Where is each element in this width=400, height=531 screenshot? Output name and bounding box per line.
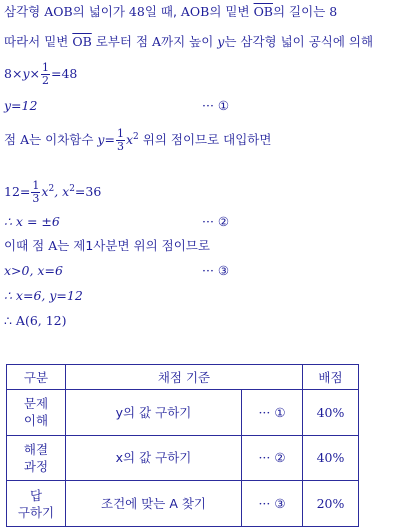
numerator: 1 (41, 61, 49, 74)
header-category: 구분 (7, 365, 66, 390)
step-mark-3: ··· ③ (202, 263, 230, 278)
category-line-1: 답 (29, 487, 43, 503)
exponent: 2 (69, 184, 75, 194)
math: 8 (329, 4, 338, 19)
numerator: 1 (32, 179, 40, 193)
exponent: 2 (48, 184, 55, 194)
fraction (31, 180, 40, 205)
solution-line-11 (4, 313, 67, 329)
exponent: 2 (133, 132, 139, 142)
segment-ob: $\overline{OB}$ (253, 4, 273, 19)
var-y: y (22, 66, 30, 81)
header-points: 배점 (303, 365, 359, 390)
text: 일 때, (144, 4, 181, 19)
row-step-mark: ··· ③ (242, 481, 303, 527)
text: 는 이차함수 (29, 132, 98, 148)
table-row (7, 390, 359, 436)
equation: ∴ x = ±6 (4, 214, 60, 229)
fraction (116, 128, 125, 153)
fraction (41, 62, 50, 87)
math: =48 (50, 66, 78, 81)
math: 12= (4, 184, 31, 200)
point-a: A (20, 132, 30, 148)
text: 는 제1사분면 위의 점이므로 (57, 238, 210, 253)
var-x: x (41, 184, 49, 200)
math: 48 (128, 4, 145, 19)
text: 로부터 점 (91, 34, 152, 49)
solution-line-2 (4, 34, 373, 50)
row-criteria: 조건에 맞는 A 찾기 (66, 481, 242, 527)
solution-line-3 (4, 62, 77, 87)
row-points: 40% (303, 390, 359, 436)
row-criteria: y의 값 구하기 (66, 390, 242, 436)
math: =36 (74, 184, 102, 200)
var-y: y (217, 34, 225, 49)
text: 의 넓이가 (72, 4, 129, 19)
point-a: A (48, 238, 58, 253)
text: 까지 높이 (161, 34, 218, 49)
row-step-mark: ··· ② (242, 435, 303, 481)
answer: ∴ A(6, 12) (4, 313, 67, 328)
text: 의 길이는 (273, 4, 330, 19)
category-line-2: 구하기 (17, 504, 55, 520)
math: AOB (44, 4, 73, 19)
text: 삼각형 (4, 4, 45, 19)
equation: x>0, x=6 (4, 263, 63, 278)
solution-line-8 (4, 238, 210, 254)
denominator: 2 (41, 74, 49, 87)
solution-line-1 (4, 4, 337, 20)
table-row (7, 435, 359, 481)
point-a: A (152, 34, 162, 49)
row-category (7, 435, 66, 481)
text: 의 밑변 (209, 4, 254, 19)
math: × (29, 66, 40, 81)
math: 8× (4, 66, 23, 81)
category-line-1: 해결 (23, 441, 49, 457)
text: 점 (4, 132, 21, 148)
category-line-2: 이해 (23, 413, 49, 429)
solution-line-10 (4, 288, 83, 304)
var-x: x (125, 132, 134, 148)
solution-line-6 (4, 176, 101, 205)
scoring-table (6, 364, 359, 527)
solution-line-7 (4, 214, 60, 230)
equation: y=12 (4, 98, 38, 113)
step-mark-1: ··· ① (202, 98, 230, 113)
text: 는 삼각형 넓이 공식에 의해 (224, 34, 374, 49)
row-points: 40% (303, 435, 359, 481)
header-criteria: 채점 기준 (66, 365, 303, 390)
solution-line-9 (4, 263, 63, 279)
category-line-2: 과정 (23, 458, 49, 474)
text: 위의 점이므로 대입하면 (138, 132, 272, 148)
math: , x (54, 184, 70, 200)
math: y= (97, 132, 115, 148)
equation: ∴ x=6, y=12 (4, 288, 83, 303)
denominator: 3 (32, 192, 40, 206)
category-line-1: 문제 (23, 396, 49, 412)
denominator: 3 (116, 140, 124, 154)
row-points: 20% (303, 481, 359, 527)
text: 따라서 밑변 (4, 34, 73, 49)
table-row (7, 481, 359, 527)
solution-line-5 (4, 124, 271, 153)
solution-line-4 (4, 98, 37, 114)
table-header-row (7, 365, 359, 390)
row-category (7, 390, 66, 436)
segment-ob: $\overline{OB}$ (72, 34, 92, 49)
row-criteria: x의 값 구하기 (66, 435, 242, 481)
row-category (7, 481, 66, 527)
numerator: 1 (116, 127, 124, 141)
row-step-mark: ··· ① (242, 390, 303, 436)
math: AOB (180, 4, 210, 19)
text: 이때 점 (4, 238, 49, 253)
step-mark-2: ··· ② (202, 214, 230, 229)
